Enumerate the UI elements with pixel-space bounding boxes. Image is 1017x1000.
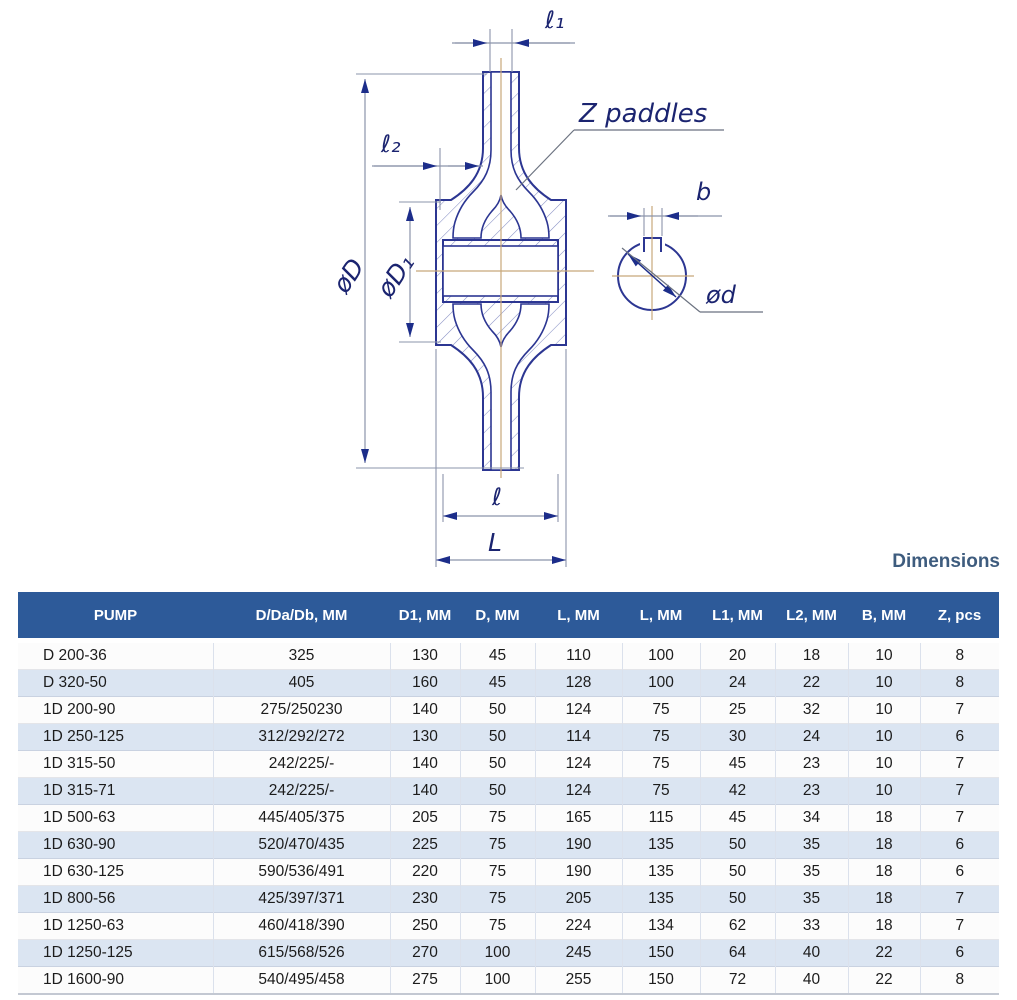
- column-header: L2, MM: [775, 592, 848, 641]
- table-row: [18, 724, 999, 751]
- dimension-cell: 50: [460, 778, 535, 805]
- dimension-cell: 124: [535, 697, 622, 724]
- dimension-cell: 18: [848, 805, 920, 832]
- dimension-cell: 190: [535, 832, 622, 859]
- dimension-cell: 134: [622, 913, 700, 940]
- column-header: D1, MM: [390, 592, 460, 641]
- dimension-cell: 205: [535, 886, 622, 913]
- dimension-cell: 190: [535, 859, 622, 886]
- dimension-cell: 7: [920, 697, 999, 724]
- dimension-cell: 75: [622, 697, 700, 724]
- dimension-cell: 18: [848, 886, 920, 913]
- dimension-cell: 62: [700, 913, 775, 940]
- dimension-cell: 40: [775, 967, 848, 995]
- dimension-cell: 18: [848, 859, 920, 886]
- table-row: [18, 751, 999, 778]
- dimension-cell: 50: [460, 751, 535, 778]
- dimension-cell: 100: [460, 967, 535, 995]
- dimension-cell: 224: [535, 913, 622, 940]
- table-row: [18, 778, 999, 805]
- dimension-cell: 75: [622, 724, 700, 751]
- pump-name-cell: 1D 800-56: [18, 886, 213, 913]
- dimension-cell: 75: [460, 805, 535, 832]
- dimension-cell: 115: [622, 805, 700, 832]
- dimension-cell: 10: [848, 641, 920, 670]
- pump-name-cell: 1D 1600-90: [18, 967, 213, 995]
- column-header: Z, pcs: [920, 592, 999, 641]
- dimension-cell: 7: [920, 778, 999, 805]
- dimension-cell: 225: [390, 832, 460, 859]
- dimension-cell: 275/250230: [213, 697, 390, 724]
- dimension-cell: 6: [920, 724, 999, 751]
- dimension-cell: 140: [390, 778, 460, 805]
- dimension-cell: 18: [848, 832, 920, 859]
- dimension-cell: 100: [622, 641, 700, 670]
- dimension-cell: 23: [775, 778, 848, 805]
- table-row: [18, 641, 999, 670]
- table-header: [18, 592, 999, 641]
- dimension-cell: 75: [460, 913, 535, 940]
- dimension-cell: 312/292/272: [213, 724, 390, 751]
- label-z-paddles: Z paddles: [579, 99, 708, 129]
- table-title: Dimensions: [892, 551, 1000, 572]
- dimension-cell: 35: [775, 886, 848, 913]
- dimension-cell: 45: [460, 641, 535, 670]
- dimension-cell: 10: [848, 778, 920, 805]
- dimension-cell: 10: [848, 670, 920, 697]
- dimension-cell: 50: [700, 832, 775, 859]
- pump-name-cell: 1D 315-71: [18, 778, 213, 805]
- dimension-cell: 50: [460, 724, 535, 751]
- dimension-cell: 114: [535, 724, 622, 751]
- dimension-cell: 34: [775, 805, 848, 832]
- label-phi-d: ød: [706, 281, 736, 309]
- dimension-cell: 23: [775, 751, 848, 778]
- dimension-cell: 7: [920, 886, 999, 913]
- dimension-cell: 35: [775, 859, 848, 886]
- dimension-cell: 130: [390, 724, 460, 751]
- dimension-cell: 135: [622, 859, 700, 886]
- dimension-cell: 10: [848, 697, 920, 724]
- dimension-cell: 20: [700, 641, 775, 670]
- dimension-cell: 45: [700, 751, 775, 778]
- dimension-cell: 10: [848, 724, 920, 751]
- dimension-cell: 50: [460, 697, 535, 724]
- dimension-cell: 7: [920, 805, 999, 832]
- dimensions-table: [18, 592, 999, 995]
- pump-name-cell: 1D 1250-125: [18, 940, 213, 967]
- dimension-cell: 245: [535, 940, 622, 967]
- table-row: [18, 886, 999, 913]
- dimension-cell: 150: [622, 940, 700, 967]
- dimension-cell: 230: [390, 886, 460, 913]
- dimension-cell: 7: [920, 751, 999, 778]
- dimension-cell: 124: [535, 778, 622, 805]
- dimension-cell: 160: [390, 670, 460, 697]
- dimension-cell: 6: [920, 832, 999, 859]
- table-row: [18, 967, 999, 995]
- dimension-cell: 140: [390, 697, 460, 724]
- dimension-cell: 590/536/491: [213, 859, 390, 886]
- label-phi-D: øD: [326, 253, 371, 299]
- pump-name-cell: 1D 630-125: [18, 859, 213, 886]
- label-l1: ℓ₁: [545, 6, 565, 34]
- dimension-cell: 7: [920, 913, 999, 940]
- dimension-cell: 425/397/371: [213, 886, 390, 913]
- column-header: B, MM: [848, 592, 920, 641]
- dimension-cell: 22: [848, 967, 920, 995]
- dimension-cell: 40: [775, 940, 848, 967]
- column-header: L, MM: [622, 592, 700, 641]
- table-row: [18, 859, 999, 886]
- dimension-cell: 8: [920, 670, 999, 697]
- pump-name-cell: D 200-36: [18, 641, 213, 670]
- dimension-cell: 50: [700, 859, 775, 886]
- dimension-cell: 540/495/458: [213, 967, 390, 995]
- pump-name-cell: 1D 315-50: [18, 751, 213, 778]
- pump-name-cell: D 320-50: [18, 670, 213, 697]
- dimension-cell: 22: [848, 940, 920, 967]
- dimension-cell: 25: [700, 697, 775, 724]
- dimension-cell: 135: [622, 886, 700, 913]
- dimension-cell: 445/405/375: [213, 805, 390, 832]
- label-l-small: ℓ: [492, 483, 502, 511]
- dimension-cell: 124: [535, 751, 622, 778]
- dimension-cell: 50: [700, 886, 775, 913]
- table-row: [18, 697, 999, 724]
- dimension-cell: 18: [775, 641, 848, 670]
- dimension-cell: 22: [775, 670, 848, 697]
- dimension-cell: 35: [775, 832, 848, 859]
- dimension-cell: 205: [390, 805, 460, 832]
- dimension-cell: 128: [535, 670, 622, 697]
- dimension-cell: 135: [622, 832, 700, 859]
- dimension-cell: 130: [390, 641, 460, 670]
- dimension-cell: 242/225/-: [213, 751, 390, 778]
- dimension-cell: 45: [460, 670, 535, 697]
- dimension-cell: 520/470/435: [213, 832, 390, 859]
- dimension-cell: 75: [622, 751, 700, 778]
- dimension-cell: 8: [920, 641, 999, 670]
- dimension-cell: 8: [920, 967, 999, 995]
- dimension-cell: 250: [390, 913, 460, 940]
- dimension-cell: 100: [460, 940, 535, 967]
- dimension-cell: 10: [848, 751, 920, 778]
- dimension-cell: 72: [700, 967, 775, 995]
- table-header-row: [18, 592, 999, 641]
- dimension-cell: 110: [535, 641, 622, 670]
- dimension-cell: 24: [775, 724, 848, 751]
- dimension-cell: 255: [535, 967, 622, 995]
- column-header: PUMP: [18, 592, 213, 641]
- dimension-cell: 75: [460, 832, 535, 859]
- dimension-cell: 270: [390, 940, 460, 967]
- table-row: [18, 940, 999, 967]
- dimension-cell: 220: [390, 859, 460, 886]
- label-b: b: [696, 178, 712, 206]
- dimension-cell: 325: [213, 641, 390, 670]
- dimension-cell: 33: [775, 913, 848, 940]
- dimension-cell: 242/225/-: [213, 778, 390, 805]
- dimension-cell: 275: [390, 967, 460, 995]
- pump-name-cell: 1D 630-90: [18, 832, 213, 859]
- dimension-cell: 18: [848, 913, 920, 940]
- pump-name-cell: 1D 250-125: [18, 724, 213, 751]
- dimension-cell: 100: [622, 670, 700, 697]
- column-header: D, MM: [460, 592, 535, 641]
- dimension-cell: 6: [920, 940, 999, 967]
- dimension-cell: 64: [700, 940, 775, 967]
- dimension-cell: 75: [622, 778, 700, 805]
- column-header: L, MM: [535, 592, 622, 641]
- dimension-cell: 30: [700, 724, 775, 751]
- pump-name-cell: 1D 200-90: [18, 697, 213, 724]
- dimension-cell: 140: [390, 751, 460, 778]
- dimension-cell: 75: [460, 886, 535, 913]
- table-row: [18, 805, 999, 832]
- dimension-cell: 24: [700, 670, 775, 697]
- dimension-cell: 615/568/526: [213, 940, 390, 967]
- column-header: L1, MM: [700, 592, 775, 641]
- label-phi-D1: øD₁: [371, 249, 421, 303]
- pump-name-cell: 1D 1250-63: [18, 913, 213, 940]
- pump-name-cell: 1D 500-63: [18, 805, 213, 832]
- table-row: [18, 670, 999, 697]
- dimension-cell: 45: [700, 805, 775, 832]
- dimension-cell: 150: [622, 967, 700, 995]
- dimension-cell: 32: [775, 697, 848, 724]
- table-row: [18, 913, 999, 940]
- label-L-big: L: [488, 528, 502, 557]
- table-row: [18, 832, 999, 859]
- dimension-cell: 405: [213, 670, 390, 697]
- dimension-cell: 42: [700, 778, 775, 805]
- dimension-cell: 6: [920, 859, 999, 886]
- label-l2: ℓ₂: [381, 130, 401, 158]
- table-body: [18, 641, 999, 995]
- column-header: D/Da/Db, MM: [213, 592, 390, 641]
- dimension-cell: 460/418/390: [213, 913, 390, 940]
- dimension-cell: 75: [460, 859, 535, 886]
- dimension-cell: 165: [535, 805, 622, 832]
